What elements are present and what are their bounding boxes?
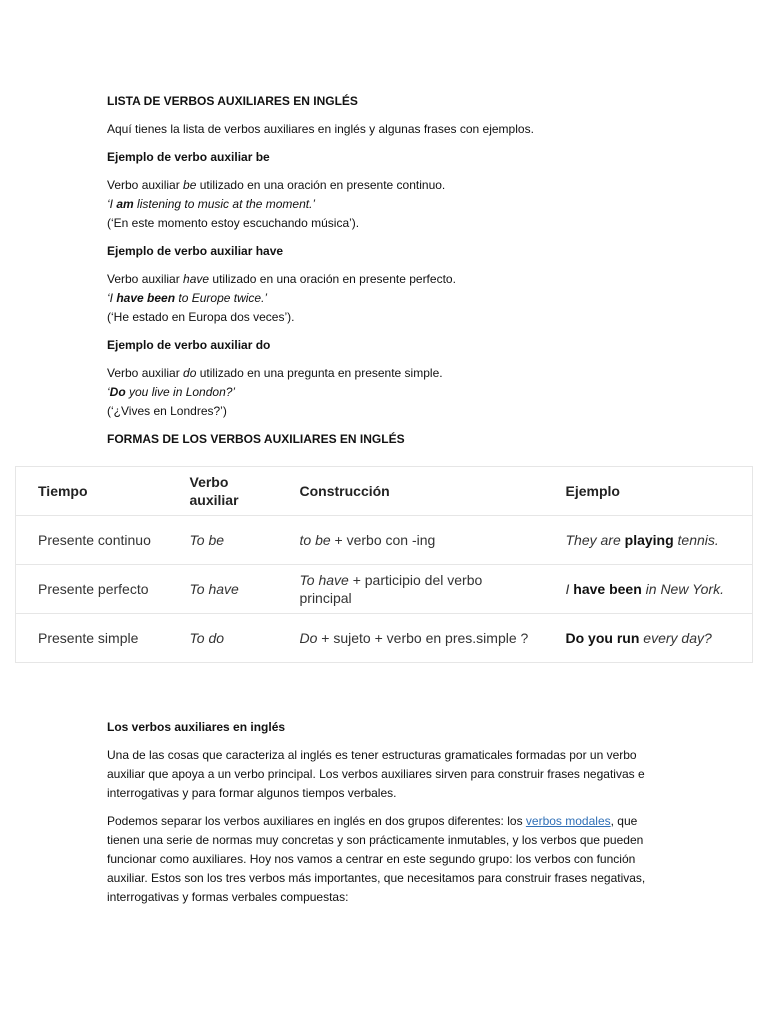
cell-tiempo: Presente simple — [16, 614, 168, 663]
auxiliary-forms-table — [15, 466, 753, 663]
cell-construccion: to be + verbo con -ing — [278, 516, 544, 565]
cell-ejemplo: Do you run every day? — [544, 614, 753, 663]
section-heading-be: Ejemplo de verbo auxiliar be — [107, 150, 270, 164]
doc-title: LISTA DE VERBOS AUXILIARES EN INGLÉS — [107, 94, 358, 108]
verbos-modales-link[interactable]: verbos modales — [525, 814, 611, 828]
header-ejemplo: Ejemplo — [544, 467, 753, 516]
doc-intro: Aquí tienes la lista de verbos auxiliares en inglés y algunas frases con ejemplos. — [107, 122, 534, 136]
header-verbo-auxiliar: Verbo auxiliar — [168, 467, 278, 516]
table-row — [16, 565, 753, 614]
bottom-heading: Los verbos auxiliares en inglés — [107, 720, 286, 734]
section-have-description: Verbo auxiliar have utilizado en una oración en presente perfecto. — [107, 272, 456, 286]
cell-ejemplo: I have been in New York. — [544, 565, 753, 614]
bottom-paragraph-2: Podemos separar los verbos auxiliares en inglés en dos grupos diferentes: los verbos modales, que tienen una serie de normas muy concretas y son prácticamente inmutables, y los verbos que pueden funcionar como auxiliares. Hoy nos vamos a centrar en este segundo grupo: los verbos con función auxiliar. Estos son los tres verbos más importantes, que necesitamos para construir frases negativas, interrogativas y formas verbales compuestas: — [107, 814, 646, 904]
cell-ejemplo: They are playing tennis. — [544, 516, 753, 565]
section-be-description: Verbo auxiliar be utilizado en una oración en presente continuo. — [107, 178, 446, 192]
cell-tiempo: Presente perfecto — [16, 565, 168, 614]
section-be-example: ‘I am listening to music at the moment.’ — [107, 197, 316, 211]
header-construccion: Construcción — [278, 467, 544, 516]
cell-tiempo: Presente continuo — [16, 516, 168, 565]
table-row — [16, 614, 753, 663]
section-do-translation: (‘¿Vives en Londres?’) — [107, 404, 227, 418]
document-bottom — [107, 718, 667, 907]
section-be-translation: (‘En este momento estoy escuchando música’). — [107, 216, 360, 230]
section-heading-have: Ejemplo de verbo auxiliar have — [107, 244, 284, 258]
header-tiempo: Tiempo — [16, 467, 168, 516]
cell-construccion: To have + participio del verbo principal — [278, 565, 544, 614]
cell-construccion: Do + sujeto + verbo en pres.simple ? — [278, 614, 544, 663]
section-do-example: ‘Do you live in London?’ — [107, 385, 236, 399]
section-do-description: Verbo auxiliar do utilizado en una pregunta en presente simple. — [107, 366, 443, 380]
section-have-example: ‘I have been to Europe twice.’ — [107, 291, 268, 305]
cell-verbo: To be — [168, 516, 278, 565]
table-header-row — [16, 467, 753, 516]
cell-verbo: To do — [168, 614, 278, 663]
cell-verbo: To have — [168, 565, 278, 614]
section-heading-do: Ejemplo de verbo auxiliar do — [107, 338, 271, 352]
forms-heading: FORMAS DE LOS VERBOS AUXILIARES EN INGLÉS — [107, 432, 405, 446]
table-row — [16, 516, 753, 565]
bottom-paragraph-1: Una de las cosas que caracteriza al inglés es tener estructuras gramaticales formadas por un verbo auxiliar que apoya a un verbo principal. Los verbos auxiliares sirven para construir frases negativas e interrogativas y para formar algunos tiempos verbales. — [107, 748, 645, 800]
document-top — [107, 92, 667, 449]
section-have-translation: (‘He estado en Europa dos veces’). — [107, 310, 295, 324]
